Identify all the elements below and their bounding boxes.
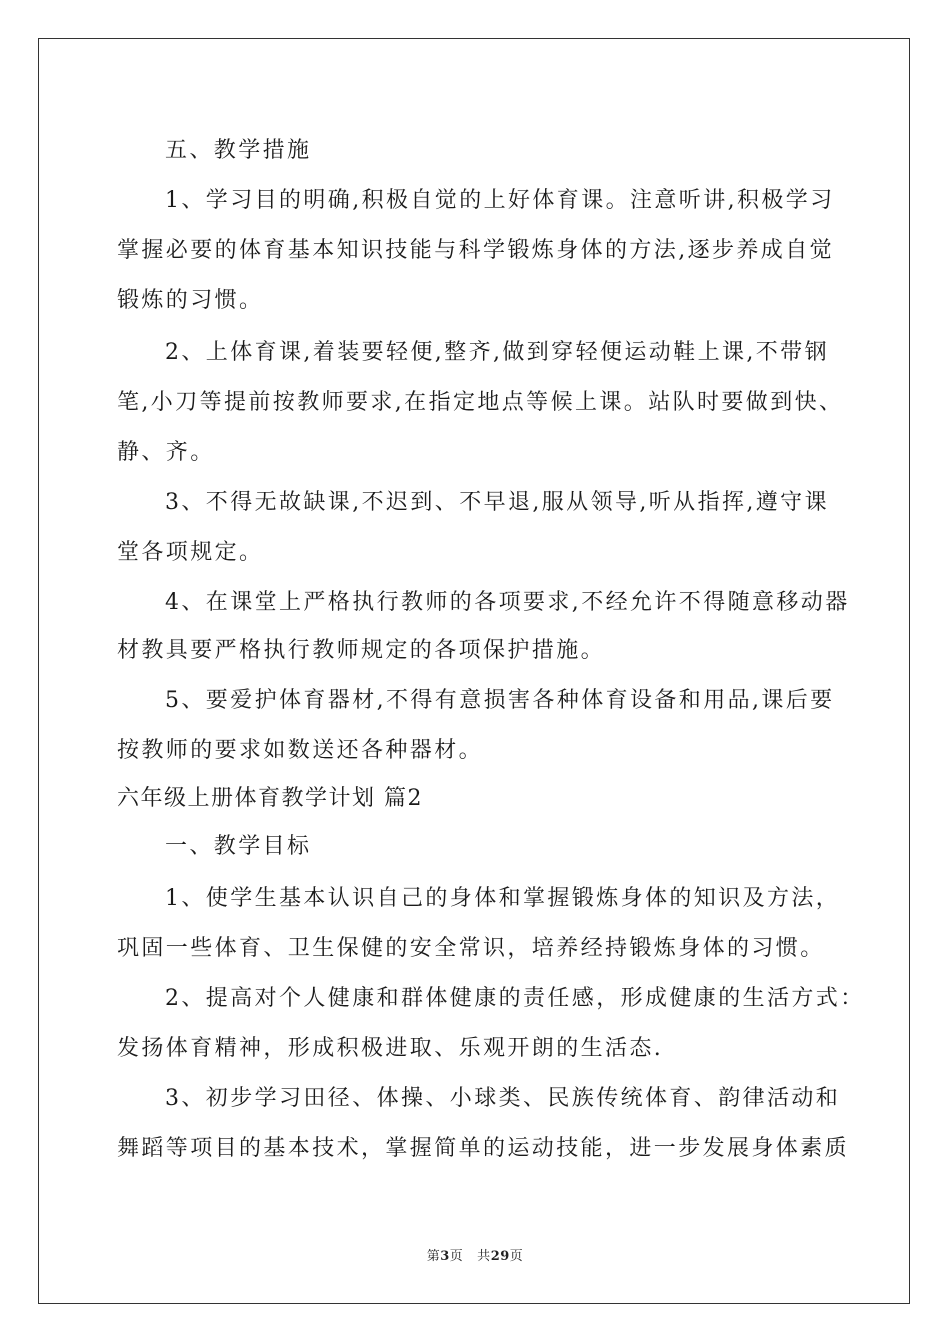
footer-total-suffix: 页 [509,1249,524,1264]
paragraph-line: 按教师的要求如数送还各种器材。 [117,738,484,763]
page-footer [0,1245,950,1264]
footer-page-number: 3 [440,1249,450,1264]
paragraph-line: 静、齐。 [117,440,215,465]
paragraph-line: 2、提高对个人健康和群体健康的责任感，形成健康的生活方式： [165,986,865,1011]
footer-page-suffix: 页 [449,1249,464,1264]
footer-total-prefix: 共 [477,1249,491,1264]
paragraph-line: 材教具要严格执行教师规定的各项保护措施。 [117,638,606,663]
footer-total-pages: 29 [490,1249,510,1264]
paragraph-line: 1、使学生基本认识自己的身体和掌握锻炼身体的知识及方法， [165,886,841,911]
paragraph-line: 堂各项规定。 [117,540,264,565]
page-border [38,38,910,1304]
paragraph-line: 4、在课堂上严格执行教师的各项要求,不经允许不得随意移动器 [165,590,850,615]
paragraph-line: 3、不得无故缺课,不迟到、不早退,服从领导,听从指挥,遵守课 [165,490,829,515]
footer-page-prefix: 第 [426,1249,441,1264]
paragraph-line: 发扬体育精神，形成积极进取、乐观开朗的生活态. [117,1036,664,1061]
paragraph-line: 舞蹈等项目的基本技术，掌握简单的运动技能，进一步发展身体素质 [117,1136,850,1161]
paragraph-line: 锻炼的习惯。 [117,288,264,313]
paragraph-line: 笔,小刀等提前按教师要求,在指定地点等候上课。站队时要做到快、 [117,390,844,415]
section-heading-teaching-measures: 五、教学措施 [165,138,312,163]
paragraph-line: 5、要爱护体育器材,不得有意损害各种体育设备和用品,课后要 [165,688,835,713]
paragraph-line: 掌握必要的体育基本知识技能与科学锻炼身体的方法,逐步养成自觉 [117,238,834,263]
paragraph-line: 2、上体育课,着装要轻便,整齐,做到穿轻便运动鞋上课,不带钢 [165,340,829,365]
paragraph-line: 巩固一些体育、卫生保健的安全常识，培养经持锻炼身体的习惯。 [117,936,825,961]
section-heading-teaching-goals: 一、教学目标 [165,834,312,859]
paragraph-line: 3、初步学习田径、体操、小球类、民族传统体育、韵律活动和 [165,1086,841,1111]
paragraph-line: 1、学习目的明确,积极自觉的上好体育课。注意听讲,积极学习 [165,188,835,213]
article-title: 六年级上册体育教学计划 篇2 [117,786,423,811]
